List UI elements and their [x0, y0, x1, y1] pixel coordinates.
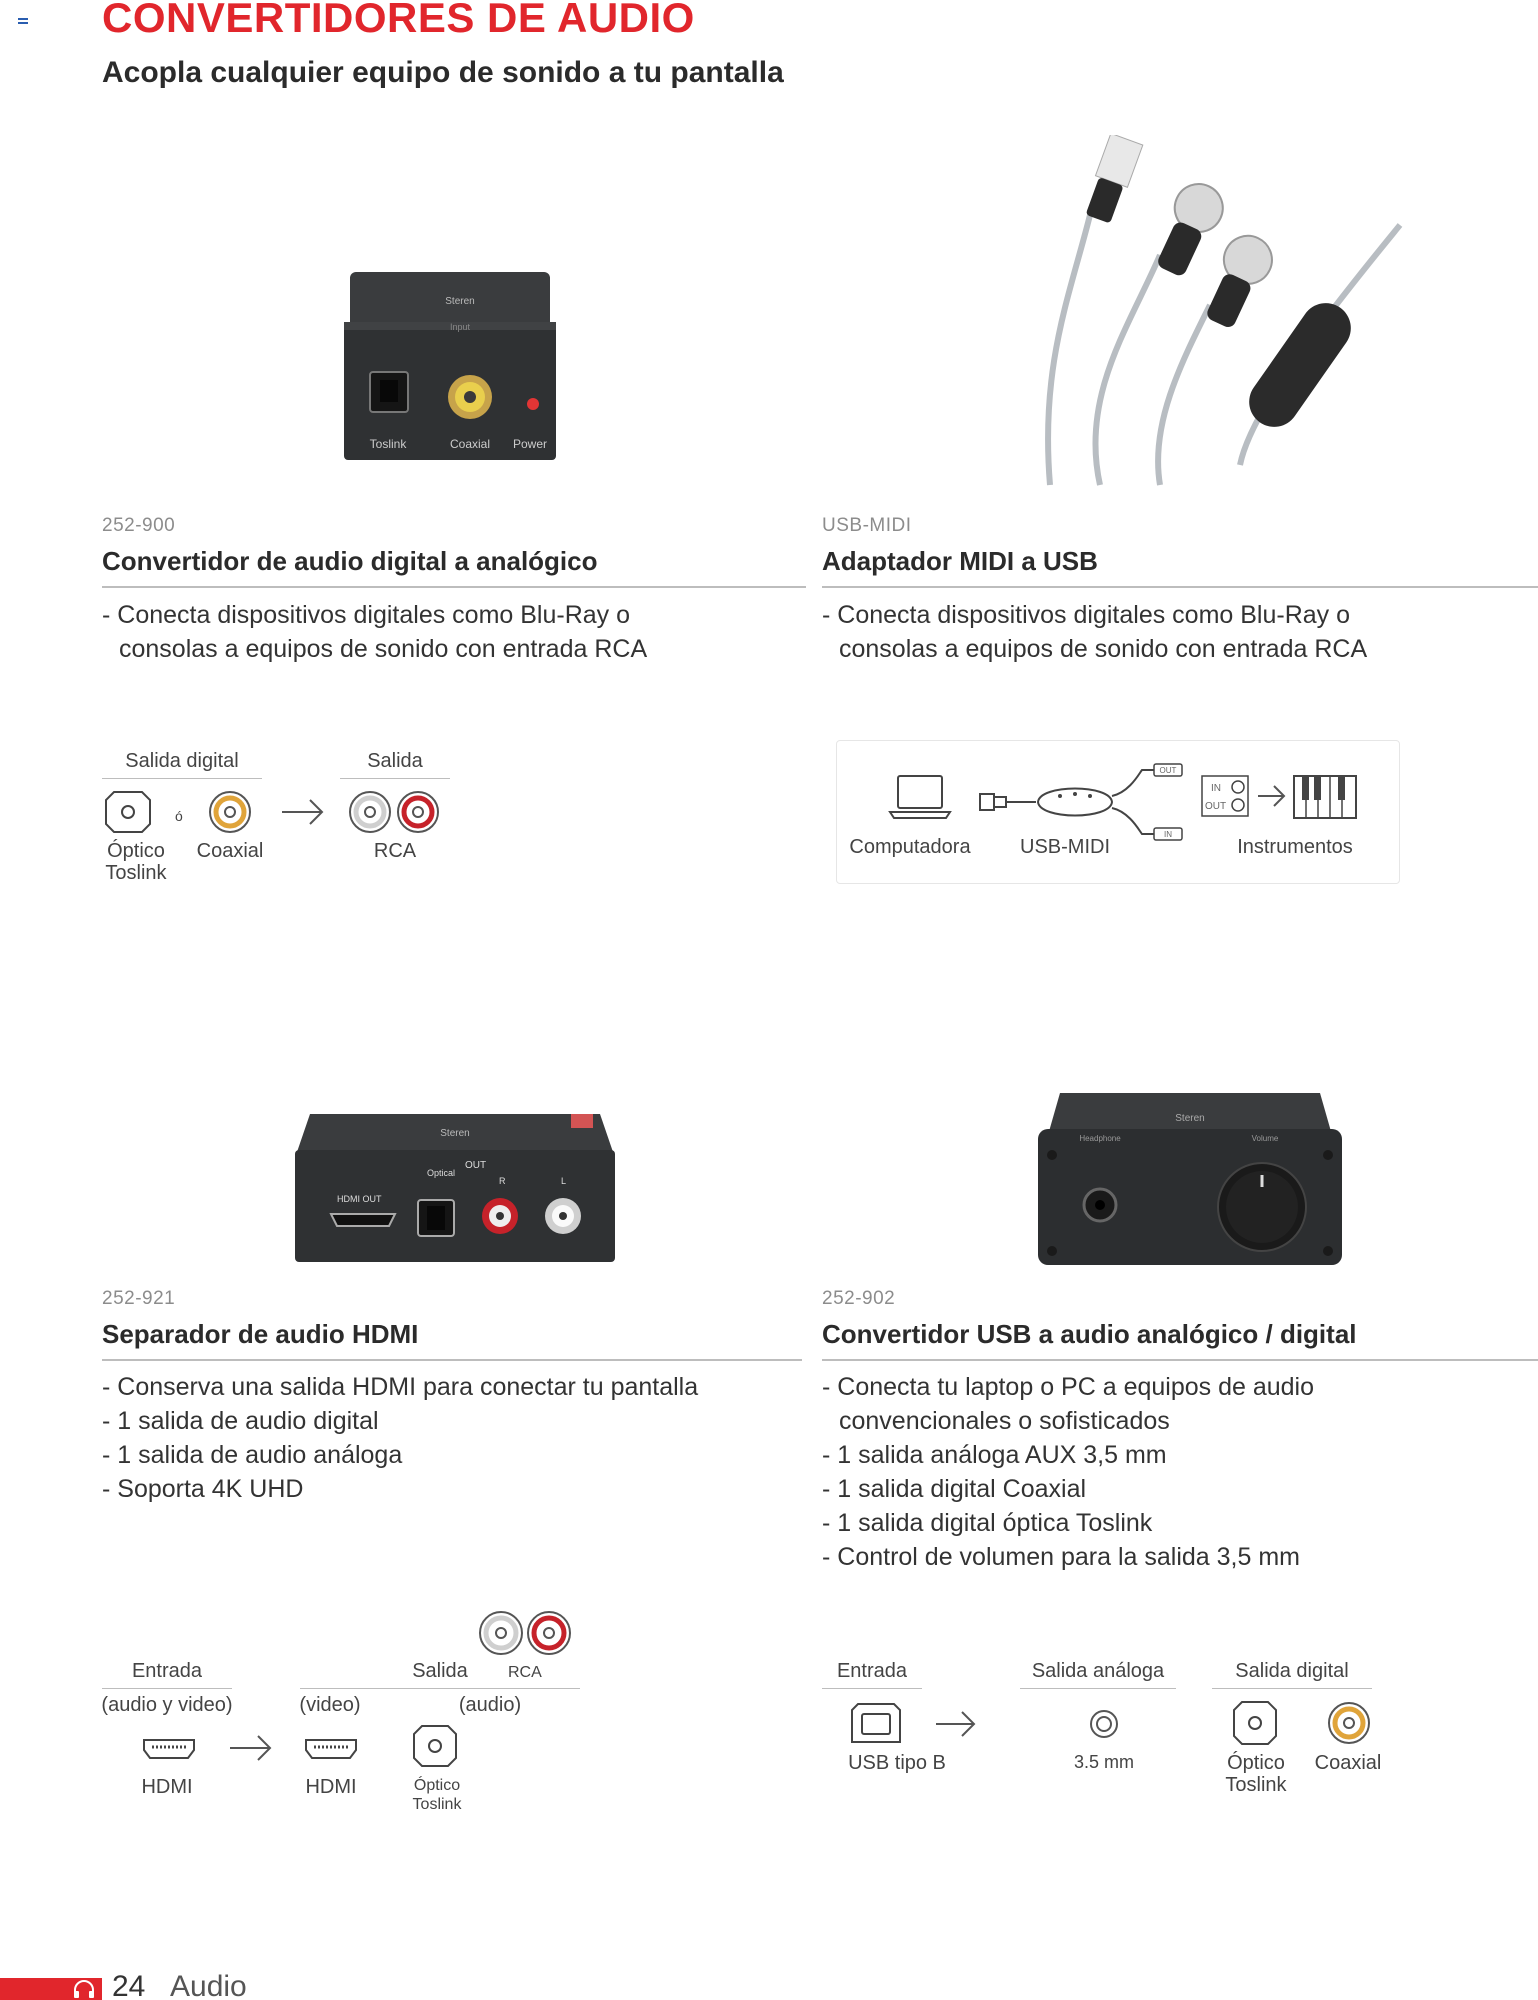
product-divider — [102, 586, 806, 588]
diagram-header-rule — [340, 778, 450, 779]
usb-type-b-port-icon — [852, 1704, 900, 1742]
diagram-4-icons — [840, 1696, 1370, 1752]
product-name: Convertidor de audio digital a analógico — [102, 546, 598, 576]
diagram-port-label — [1206, 1752, 1306, 1796]
product-bullets — [822, 598, 1402, 666]
device-label-headphone: Headphone — [1079, 1134, 1121, 1143]
diagram-output-header: Salida digital — [1235, 1660, 1349, 1682]
product-bullets — [102, 1370, 802, 1506]
product-bullets — [822, 1370, 1362, 1574]
svg-text:Steren: Steren — [445, 296, 475, 307]
product-bullets — [102, 598, 682, 666]
diagram-2-icons — [880, 762, 1390, 842]
arrow-right-icon — [936, 1712, 974, 1736]
port-label-toslink: Toslink — [1225, 1774, 1287, 1796]
hdmi-port-icon — [144, 1740, 194, 1758]
toslink-port-icon — [414, 1726, 456, 1766]
diagram-input-header: Entrada — [836, 1660, 908, 1682]
port-label-toslink: Toslink — [412, 1796, 462, 1813]
bullet-item: - 1 salida digital óptica Toslink — [822, 1509, 1153, 1537]
midi-ports-icon — [1202, 776, 1248, 816]
port-label-usb-b: USB tipo B — [848, 1752, 946, 1774]
section-name: Audio — [170, 1970, 247, 2000]
digital-to-analog-converter-image — [330, 262, 570, 472]
port-in-label: IN — [1211, 783, 1221, 794]
diagram-output-sub-audio: (audio) — [458, 1694, 522, 1716]
hdmi-port-icon — [306, 1740, 356, 1758]
product-name: Separador de audio HDMI — [102, 1319, 419, 1349]
usb-audio-converter-image — [1030, 1085, 1350, 1275]
device-label-coaxial: Coaxial — [449, 437, 491, 451]
midi-adapter-icon — [1038, 764, 1182, 840]
device-label-input: Input — [449, 322, 471, 332]
diagram-input-header: Entrada — [131, 1660, 203, 1682]
product-name: Adaptador MIDI a USB — [822, 546, 1098, 576]
product-divider — [822, 1359, 1538, 1361]
rca-tag: RCA — [508, 1664, 542, 1681]
diagram-port-label — [88, 840, 184, 884]
port-label-coaxial: Coaxial — [196, 840, 264, 862]
bullet-item: - Conserva una salida HDMI para conectar tu pantalla — [102, 1373, 699, 1401]
port-label-toslink: Toslink — [105, 862, 167, 884]
piano-keys-icon — [1294, 776, 1356, 818]
coaxial-port-icon — [1329, 1703, 1369, 1743]
diagram-or-label: ó — [175, 808, 183, 824]
bullet-item: - 1 salida de audio digital — [102, 1407, 379, 1435]
tag-in: IN — [1164, 830, 1172, 839]
diagram-label-instruments: Instrumentos — [1237, 836, 1353, 858]
device-label-out: OUT — [465, 1160, 487, 1171]
svg-text:Steren: Steren — [1175, 1113, 1205, 1124]
arrow-right-icon — [230, 1736, 270, 1760]
port-label-hdmi-in: HDMI — [141, 1776, 193, 1798]
device-label-r: R — [499, 1176, 506, 1186]
page-number: 24 — [112, 1970, 146, 2000]
coaxial-port-icon — [210, 792, 250, 832]
bullet-item: - 1 salida análoga AUX 3,5 mm — [822, 1441, 1167, 1469]
diagram-header-rule — [102, 1688, 232, 1689]
page-title: CONVERTIDORES DE AUDIO — [102, 0, 695, 41]
diagram-header-rule — [300, 1688, 580, 1689]
port-label-rca: RCA — [373, 840, 417, 862]
diagram-output-sub-video: (video) — [299, 1694, 361, 1716]
bullet-item: - Conecta dispositivos digitales como Blu-Ray o consolas a equipos de sonido con entrada RCA — [822, 601, 1368, 663]
diagram-header-rule — [102, 778, 262, 779]
bullet-item: - Control de volumen para la salida 3,5 mm — [822, 1543, 1301, 1571]
footer-bar — [0, 1978, 102, 2000]
arrow-right-icon — [1258, 786, 1284, 806]
device-label-l: L — [561, 1176, 567, 1186]
diagram-header-rule — [1212, 1688, 1372, 1689]
midi-usb-adapter-image — [1010, 135, 1410, 495]
diagram-input-header: Salida digital — [125, 750, 239, 772]
rca-pair-icon — [478, 1608, 574, 1658]
port-out-label: OUT — [1205, 801, 1227, 812]
product-divider — [102, 1359, 802, 1361]
diagram-input-sub: (audio y video) — [101, 1694, 233, 1716]
bullet-item: - 1 salida de audio análoga — [102, 1441, 403, 1469]
hdmi-audio-splitter-image — [285, 1102, 625, 1272]
diagram-header-rule — [1020, 1688, 1176, 1689]
toslink-port-icon — [1234, 1702, 1276, 1744]
diagram-label-computer: Computadora — [849, 836, 971, 858]
diagram-label-adapter: USB-MIDI — [1020, 836, 1110, 858]
product-name: Convertidor USB a audio analógico / digital — [822, 1319, 1357, 1349]
aux-jack-icon — [1091, 1711, 1117, 1737]
bullet-item: - Conecta tu laptop o PC a equipos de audio convencionales o sofisticados — [822, 1373, 1315, 1435]
arrow-right-icon — [282, 800, 322, 824]
device-label-optical: Optical — [427, 1168, 456, 1178]
tag-out: OUT — [1159, 766, 1177, 775]
bullet-item: - Conecta dispositivos digitales como Blu-Ray o consolas a equipos de sonido con entrada RCA — [102, 601, 648, 663]
product-sku: 252-902 — [822, 1288, 896, 1309]
port-label-optico: Óptico — [413, 1777, 461, 1794]
diagram-port-label — [397, 1776, 477, 1814]
diagram-header-rule — [822, 1688, 922, 1689]
diagram-output-header: Salida — [412, 1660, 468, 1682]
bullet-item: - 1 salida digital Coaxial — [822, 1475, 1087, 1503]
port-label-optico: Óptico — [107, 840, 165, 862]
port-label-coaxial: Coaxial — [1314, 1752, 1382, 1774]
device-label-volume: Volume — [1251, 1134, 1279, 1143]
device-label-hdmi-out: HDMI OUT — [337, 1194, 382, 1204]
device-label-toslink: Toslink — [369, 437, 407, 451]
usb-connector-icon — [980, 794, 1036, 810]
diagram-3-icons — [130, 1720, 470, 1780]
svg-text:Steren: Steren — [440, 1128, 470, 1139]
product-sku: 252-921 — [102, 1288, 176, 1309]
headphones-icon — [72, 1979, 96, 1999]
product-sku: 252-900 — [102, 515, 176, 536]
corner-mark — [18, 18, 28, 24]
diagram-output-header: Salida — [367, 750, 423, 772]
rca-white-port-icon — [350, 792, 390, 832]
diagram-output-header: Salida análoga — [1031, 1660, 1165, 1682]
port-label-optico: Óptico — [1227, 1752, 1285, 1774]
diagram-1-icons — [100, 786, 450, 838]
device-label-power: Power — [512, 437, 548, 451]
port-label-hdmi-out: HDMI — [305, 1776, 357, 1798]
rca-red-port-icon — [398, 792, 438, 832]
product-divider — [822, 586, 1538, 588]
port-label-3-5mm: 3.5 mm — [1073, 1752, 1134, 1772]
product-sku: USB-MIDI — [822, 515, 912, 536]
page-subtitle: Acopla cualquier equipo de sonido a tu pantalla — [102, 56, 784, 89]
bullet-item: - Soporta 4K UHD — [102, 1475, 304, 1503]
toslink-port-icon — [106, 792, 150, 832]
laptop-icon — [890, 776, 950, 818]
